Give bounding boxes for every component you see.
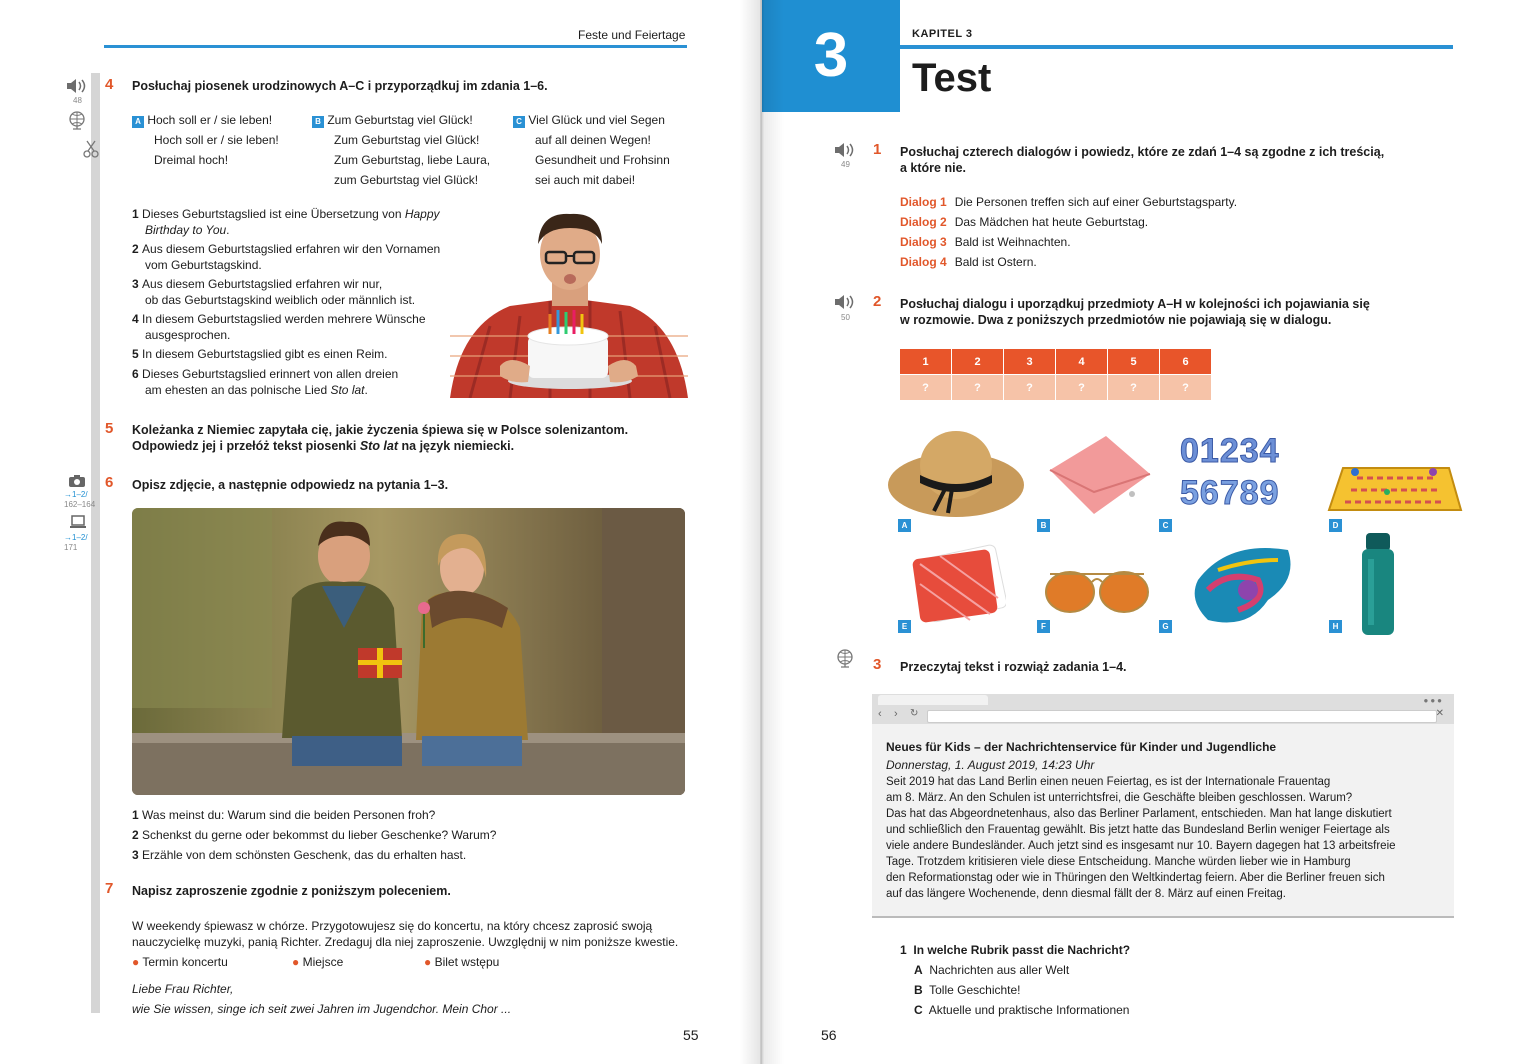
song-line: Zum Geburtstag, liebe Laura, bbox=[334, 153, 491, 167]
sunglasses-image bbox=[1042, 566, 1152, 621]
item-tag: E bbox=[898, 620, 911, 633]
statement: 5 In diesem Geburtstagslied gibt es einen Reim. bbox=[132, 347, 388, 361]
audio-track-number: 48 bbox=[73, 96, 82, 105]
right-page bbox=[762, 0, 1533, 1064]
answer-grid bbox=[899, 348, 1212, 401]
song-a bbox=[132, 110, 302, 170]
grid-header: 3 bbox=[1004, 349, 1056, 375]
item-tag: F bbox=[1037, 620, 1050, 633]
song-tag: B bbox=[312, 116, 324, 128]
statement: 6 Dieses Geburtstagslied erinnert von allen dreien am ehesten an das polnische Lied Sto lat. bbox=[132, 367, 399, 397]
song-line: Hoch soll er / sie leben! bbox=[147, 113, 273, 127]
task-option[interactable]: C Aktuelle und praktische Informationen bbox=[914, 1003, 1130, 1017]
song-line: Zum Geburtstag viel Glück! bbox=[327, 113, 473, 127]
bullet-item: ● Miejsce bbox=[292, 955, 344, 969]
chapter-label: KAPITEL 3 bbox=[912, 28, 973, 40]
bullet-item: ● Termin koncertu bbox=[132, 955, 228, 969]
news-body: Seit 2019 hat das Land Berlin einen neuen Feiertag, es ist der Internationale Frauentag am 8. März. An den Schulen ist unterrichtsfrei, die Geschäfte bleiben geschlossen. Warum? Das hat das Abgeordnetenhaus, also das Berliner Parlament, entschieden. Man hat lange diskutiert und schließlich den Frauentag gewählt. Bis jetzt hatte das Bundesland Berlin weniger Feiertage als viele andere Bundesländer. Auch jetzt sind es insgesamt nur 10. Bayern dagegen hat 13 arbeitsfreie Tage. Trotzdem kritisieren viele diese Entscheidung. Manche würden lieber wie in Hamburg den Reformationstag oder wie in Thüringen den Weltkindertag feiern. Aber die Berliner freuen sich auf das längere Wochenende, denn diesmal fällt der 8. März auf einen Freitag. bbox=[886, 776, 1396, 900]
page-number: 56 bbox=[821, 1027, 837, 1043]
exercise-title: Posłuchaj dialogu i uporządkuj przedmioty A–H w kolejności ich pojawiania się w rozmowie. Dwa z poniższych przedmiotów nie pojawiają się w dialogu. bbox=[900, 297, 1370, 327]
scarf-image bbox=[1188, 540, 1298, 637]
song-b bbox=[312, 110, 502, 190]
left-page bbox=[0, 0, 760, 1064]
task-1 bbox=[900, 940, 1440, 1020]
song-line: Hoch soll er / sie leben! bbox=[154, 133, 279, 147]
letter-start: Liebe Frau Richter, wie Sie wissen, singe ich seit zwei Jahren im Jugendchor. Mein Chor ... bbox=[132, 982, 512, 1016]
page-number: 55 bbox=[683, 1027, 699, 1043]
scissors-icon bbox=[82, 139, 100, 164]
item-tag: C bbox=[1159, 519, 1172, 532]
chapter-number-block: 3 bbox=[762, 0, 900, 112]
laptop-icon bbox=[69, 515, 87, 534]
song-line: Dreimal hoch! bbox=[154, 153, 229, 167]
song-tag: A bbox=[132, 116, 144, 128]
exercise-title: Przeczytaj tekst i rozwiąż zadania 1–4. bbox=[900, 660, 1127, 674]
exercise-number: 6 bbox=[105, 474, 114, 491]
item-tag: D bbox=[1329, 519, 1342, 532]
song-tag: C bbox=[513, 116, 525, 128]
number-candles-image bbox=[1180, 430, 1306, 514]
bullet-item: ● Bilet wstępu bbox=[424, 955, 500, 969]
grid-answer-cell[interactable]: ? bbox=[1056, 375, 1108, 401]
candles-row: 01234 bbox=[1180, 432, 1280, 470]
news-date: Donnerstag, 1. August 2019, 14:23 Uhr bbox=[886, 758, 1095, 772]
grid-answer-cell[interactable]: ? bbox=[1160, 375, 1212, 401]
grid-header: 4 bbox=[1056, 349, 1108, 375]
page-ref: →1–2/ 171 bbox=[64, 533, 88, 552]
browser-tab[interactable] bbox=[878, 695, 988, 705]
window-controls-icon[interactable]: ●●● bbox=[1423, 696, 1444, 705]
exercise-title: Napisz zaproszenie zgodnie z poniższym poleceniem. bbox=[132, 884, 451, 898]
water-bottle-image bbox=[1358, 533, 1398, 642]
exercise-title: Posłuchaj czterech dialogów i powiedz, które ze zdań 1–4 są zgodne z ich treścią, a które nie. bbox=[900, 145, 1385, 175]
dialog-item: Dialog 3 Bald ist Weihnachten. bbox=[900, 235, 1071, 249]
song-line: sei auch mit dabei! bbox=[535, 173, 636, 187]
dialog-item: Dialog 1 Die Personen treffen sich auf einer Geburtstagsparty. bbox=[900, 195, 1238, 209]
grid-header: 1 bbox=[900, 349, 952, 375]
reload-icon[interactable]: ↻ bbox=[910, 708, 919, 719]
news-article bbox=[886, 740, 1446, 902]
song-line: Zum Geburtstag viel Glück! bbox=[334, 133, 480, 147]
song-line: Viel Glück und viel Segen bbox=[528, 113, 665, 127]
item-tag: A bbox=[898, 519, 911, 532]
audio-track-number: 49 bbox=[841, 160, 850, 169]
grid-header: 6 bbox=[1160, 349, 1212, 375]
dialog-item: Dialog 2 Das Mädchen hat heute Geburtstag. bbox=[900, 215, 1149, 229]
speaker-icon[interactable] bbox=[834, 294, 856, 315]
header-rule bbox=[900, 45, 1453, 49]
exercise-number: 5 bbox=[105, 420, 114, 437]
grid-answer-cell[interactable]: ? bbox=[1108, 375, 1160, 401]
bullet-list bbox=[132, 954, 692, 970]
browser-window bbox=[872, 694, 1454, 918]
speaker-icon[interactable] bbox=[66, 78, 88, 98]
task-option[interactable]: A Nachrichten aus aller Welt bbox=[914, 963, 1070, 977]
exercise-number: 7 bbox=[105, 880, 114, 897]
task-option[interactable]: B Tolle Geschichte! bbox=[914, 983, 1021, 997]
page-title: Test bbox=[912, 56, 992, 100]
item-tag: H bbox=[1329, 620, 1342, 633]
news-title: Neues für Kids – der Nachrichtenservice für Kinder und Jugendliche bbox=[886, 740, 1277, 754]
exercise-instructions: W weekendy śpiewasz w chórze. Przygotowujesz się do koncertu, na który chcesz zaprosić swoją nauczycielkę muzyki, panią Richter. Zredaguj dla niej zaproszenie. Uwzględnij w nim poniższe kwestie. bbox=[132, 919, 679, 949]
exercise-number: 3 bbox=[873, 656, 882, 673]
exercise-title: Koleżanka z Niemiec zapytała cię, jakie życzenia śpiewa się w Polsce solenizantom. Odpowiedz jej i przełóż tekst piosenki Sto lat na język niemiecki. bbox=[132, 423, 629, 453]
grid-header: 2 bbox=[952, 349, 1004, 375]
dialog-item: Dialog 4 Bald ist Ostern. bbox=[900, 255, 1037, 269]
question-list bbox=[132, 805, 692, 865]
question: 2 Schenkst du gerne oder bekommst du lieber Geschenke? Warum? bbox=[132, 828, 497, 842]
question: 3 Erzähle von dem schönsten Geschenk, das du erhalten hast. bbox=[132, 848, 467, 862]
statement: 3 Aus diesem Geburtstagslied erfahren wir nur, ob das Geburtstagskind weiblich oder männlich ist. bbox=[132, 277, 416, 307]
question: 1 Was meinst du: Warum sind die beiden Personen froh? bbox=[132, 808, 436, 822]
page-ref: →1–2/ 162–164 bbox=[64, 490, 96, 509]
item-tag: B bbox=[1037, 519, 1050, 532]
browser-toolbar bbox=[872, 694, 1454, 724]
margin-bar bbox=[91, 73, 100, 1013]
address-bar[interactable] bbox=[927, 710, 1437, 723]
candles-row: 56789 bbox=[1180, 474, 1280, 512]
back-icon[interactable]: ‹ bbox=[878, 708, 882, 720]
grid-header: 5 bbox=[1108, 349, 1160, 375]
header-rule bbox=[104, 45, 687, 48]
board-game-image bbox=[1327, 462, 1463, 519]
globe-icon bbox=[67, 110, 87, 137]
exercise-title: Posłuchaj piosenek urodzinowych A–C i przyporządkuj im zdania 1–6. bbox=[132, 79, 548, 93]
grid-answer-cell[interactable]: ? bbox=[1004, 375, 1056, 401]
exercise-number: 4 bbox=[105, 76, 114, 93]
statement: 2 Aus diesem Geburtstagslied erfahren wir den Vornamen vom Geburtstagskind. bbox=[132, 242, 441, 272]
globe-icon bbox=[835, 648, 855, 675]
forward-icon[interactable]: › bbox=[894, 708, 898, 720]
playing-cards-image bbox=[910, 544, 1006, 631]
sun-hat-image bbox=[886, 425, 1026, 525]
statement: 1 Dieses Geburtstagslied ist eine Übersetzung von Happy Birthday to You. bbox=[132, 207, 440, 237]
song-line: auf all deinen Wegen! bbox=[535, 133, 651, 147]
song-line: zum Geburtstag viel Glück! bbox=[334, 173, 479, 187]
grid-answer-cell[interactable]: ? bbox=[952, 375, 1004, 401]
settings-icon[interactable]: ✕ bbox=[1435, 708, 1444, 719]
exercise-number: 1 bbox=[873, 141, 882, 158]
statement: 4 In diesem Geburtstagslied werden mehrere Wünsche ausgesprochen. bbox=[132, 312, 426, 342]
running-head: Feste und Feiertage bbox=[578, 28, 686, 42]
couple-gift-photo bbox=[132, 508, 685, 795]
birthday-man-photo bbox=[450, 206, 688, 398]
exercise-number: 2 bbox=[873, 293, 882, 310]
item-tag: G bbox=[1159, 620, 1172, 633]
audio-track-number: 50 bbox=[841, 313, 850, 322]
exercise-title: Opisz zdjęcie, a następnie odpowiedz na pytania 1–3. bbox=[132, 478, 449, 492]
dialog-list bbox=[900, 192, 1440, 272]
grid-answer-cell[interactable]: ? bbox=[900, 375, 952, 401]
wallet-image bbox=[1044, 430, 1154, 525]
task-question: 1 In welche Rubrik passt die Nachricht? bbox=[900, 943, 1131, 957]
statement-list bbox=[132, 206, 452, 398]
song-line: Gesundheit und Frohsinn bbox=[535, 153, 670, 167]
song-c bbox=[513, 110, 693, 190]
